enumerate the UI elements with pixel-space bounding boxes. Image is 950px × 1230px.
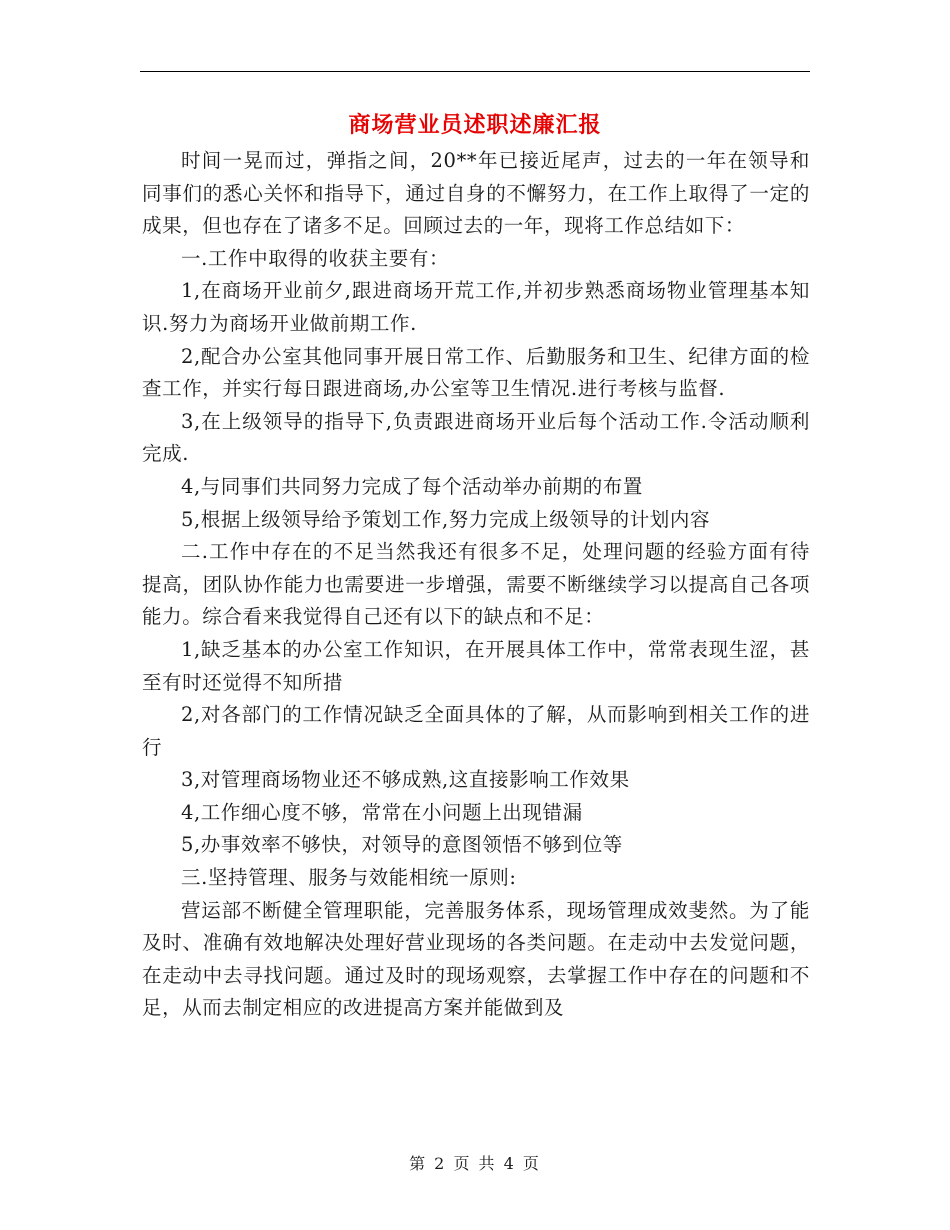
paragraph-achievement-1: 1,在商场开业前夕,跟进商场开荒工作,并初步熟悉商场物业管理基本知识.努力为商场开业做前期工作.	[142, 279, 810, 335]
paragraph-shortcoming-5: 5,办事效率不够快，对领导的意图领悟不够到位等	[181, 833, 623, 857]
paragraph-shortcoming-2: 2,对各部门的工作情况缺乏全面具体的了解，从而影响到相关工作的进行	[142, 703, 810, 759]
document-body	[142, 145, 810, 1025]
paragraph-shortcoming-1: 1,缺乏基本的办公室工作知识，在开展具体工作中，常常表现生涩，甚至有时还觉得不知所措	[142, 637, 810, 694]
paragraph-section-3-heading: 三.坚持管理、服务与效能相统一原则:	[181, 866, 517, 890]
header-rule	[140, 71, 810, 72]
paragraph-intro: 时间一晃而过，弹指之间，20**年已接近尾声，过去的一年在领导和同事们的悉心关怀和指导下，通过自身的不懈努力，在工作上取得了一定的成果，但也存在了诸多不足。回顾过去的一年，现将工作总结如下：	[142, 149, 810, 238]
paragraph-achievement-3: 3,在上级领导的指导下,负责跟进商场开业后每个活动工作.令活动顺利完成.	[142, 409, 810, 466]
paragraph-section-3-body: 营运部不断健全管理职能，完善服务体系，现场管理成效斐然。为了能及时、准确有效地解决处理好营业现场的各类问题。在走动中去发觉问题，在走动中去寻找问题。通过及时的现场观察，去掌握工作中存在的问题和不足，从而去制定相应的改进提高方案并能做到及	[142, 898, 810, 1020]
paragraph-achievement-5: 5,根据上级领导给予策划工作,努力完成上级领导的计划内容	[181, 507, 711, 531]
paragraph-shortcoming-4: 4,工作细心度不够，常常在小问题上出现错漏	[181, 800, 583, 824]
document-title: 商场营业员述职述廉汇报	[348, 113, 602, 138]
paragraph-section-1-heading: 一.工作中取得的收获主要有：	[181, 246, 450, 270]
paragraph-shortcoming-3: 3,对管理商场物业还不够成熟,这直接影响工作效果	[181, 768, 630, 792]
paragraph-achievement-4: 4,与同事们共同努力完成了每个活动举办前期的布置	[181, 474, 644, 498]
paragraph-section-2-heading: 二.工作中存在的不足当然我还有很多不足，处理问题的经验方面有待提高，团队协作能力也需要进一步增强，需要不断继续学习以提高自己各项能力。综合看来我觉得自己还有以下的缺点和不足：	[142, 540, 810, 629]
paragraph-achievement-2: 2,配合办公室其他同事开展日常工作、后勤服务和卫生、纪律方面的检查工作，并实行每日跟进商场,办公室等卫生情况.进行考核与监督.	[142, 344, 810, 401]
page-footer: 第 2 页 共 4 页	[409, 1154, 541, 1173]
